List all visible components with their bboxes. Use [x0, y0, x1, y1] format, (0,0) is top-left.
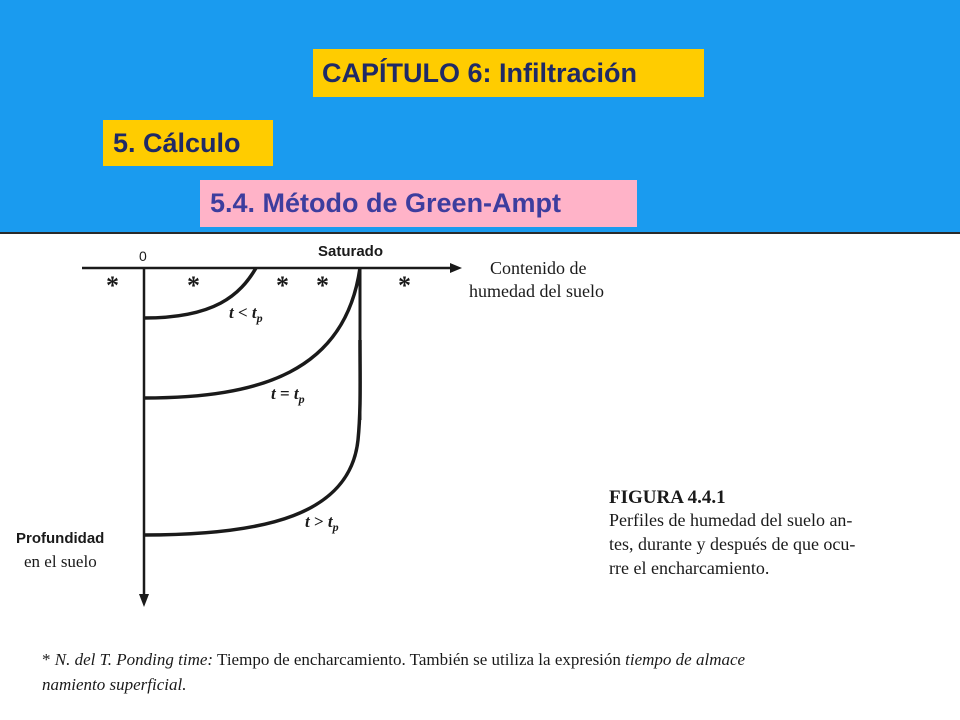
subsection-title: 5.4. Método de Green-Ampt	[200, 180, 637, 227]
asterisk-mark: *	[187, 271, 200, 300]
figure-title: FIGURA 4.4.1	[609, 487, 726, 508]
footnote-line2: namiento superficial.	[42, 675, 187, 694]
label-t-less-tp: t < $t_p$	[229, 303, 263, 325]
figure-caption-line: tes, durante y después de que ocu-	[609, 534, 856, 554]
y-axis-label-line2: en el suelo	[24, 552, 97, 571]
footnote-line1: * N. del T. Ponding time: Tiempo de encharcamiento. También se utiliza la expresión tiempo de almace	[42, 650, 746, 669]
label-t-greater-tp: t > $t_p$	[305, 512, 339, 534]
chapter-title: CAPÍTULO 6: Infiltración	[313, 49, 704, 97]
label-t-equal-tp: t = $t_p$	[271, 384, 305, 406]
x-axis-label-line1: Contenido de	[490, 258, 587, 278]
asterisk-mark: *	[398, 271, 411, 300]
curve-after-ponding	[144, 340, 360, 535]
asterisk-mark: *	[316, 271, 329, 300]
x-axis-arrow	[450, 263, 462, 273]
asterisk-mark: *	[276, 271, 289, 300]
section-title: 5. Cálculo	[103, 120, 273, 166]
figure-caption-line: Perfiles de humedad del suelo an-	[609, 510, 853, 530]
y-axis-label-line1: Profundidad	[16, 530, 105, 547]
origin-label: 0	[139, 248, 147, 264]
figure-caption-line: rre el encharcamiento.	[609, 558, 770, 578]
y-axis-arrow	[139, 594, 149, 607]
x-axis-label-line2: humedad del suelo	[469, 281, 604, 301]
saturated-label: Saturado	[318, 243, 384, 260]
asterisk-mark: *	[106, 271, 119, 300]
